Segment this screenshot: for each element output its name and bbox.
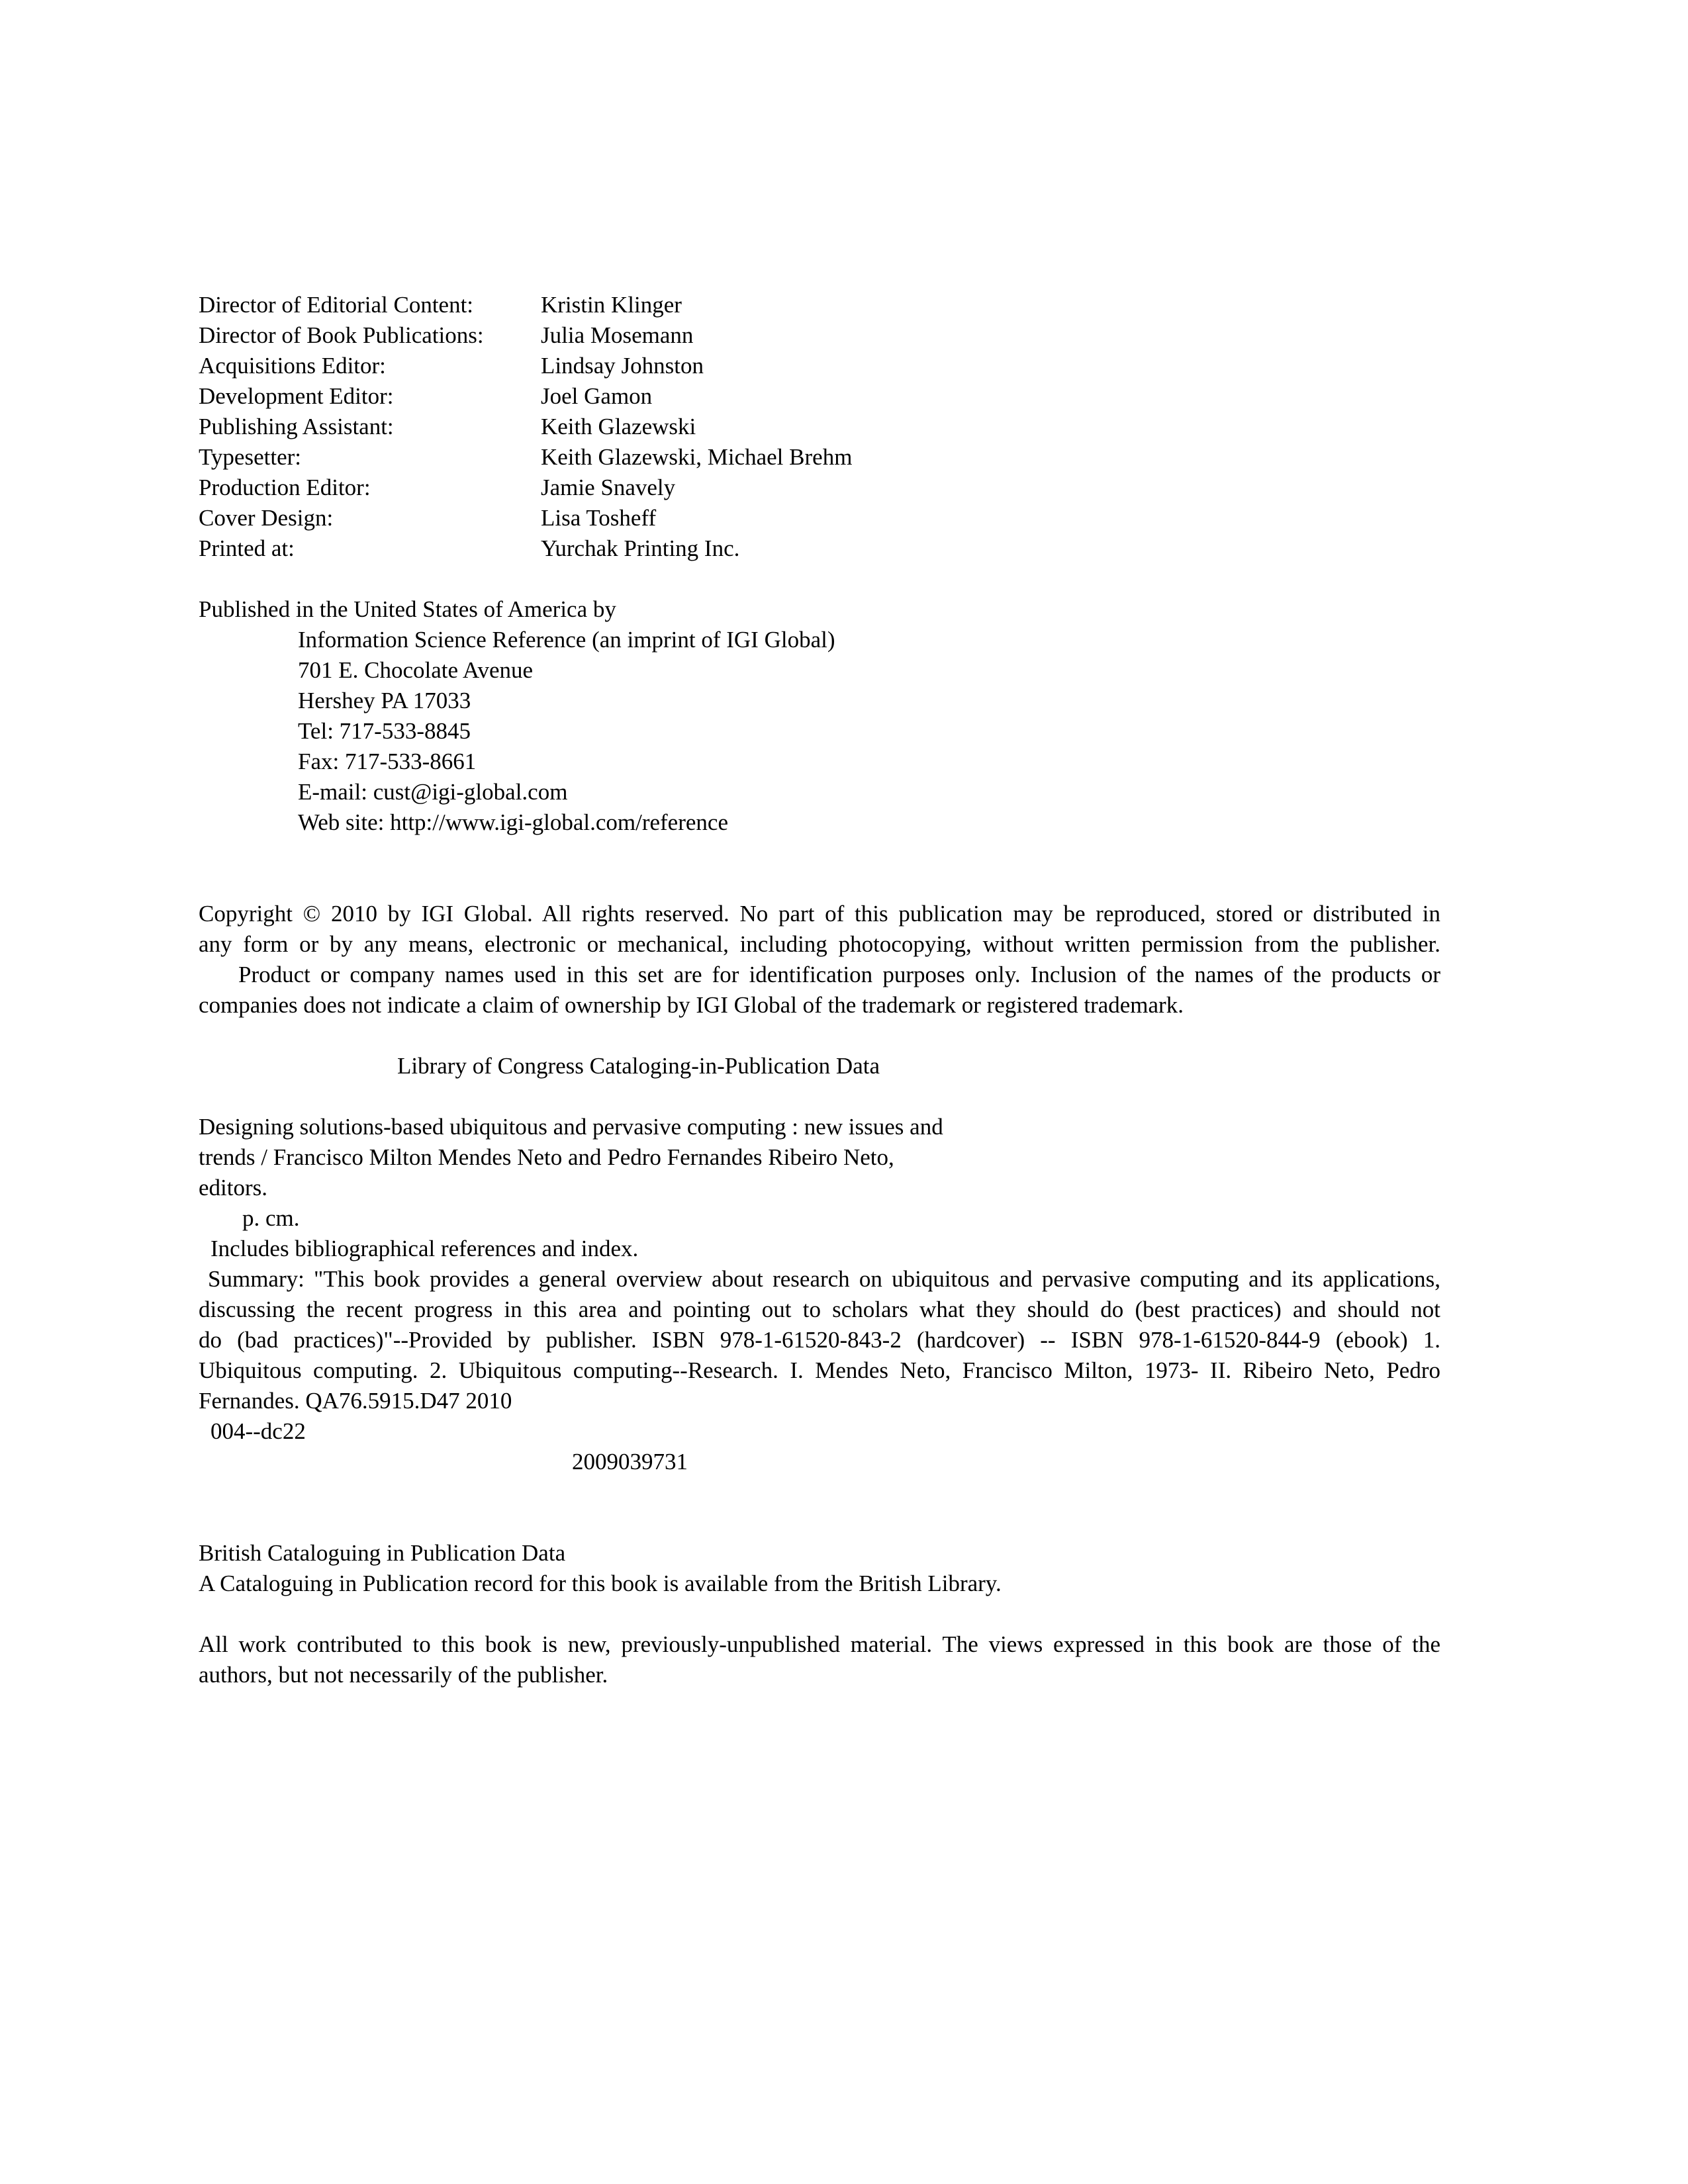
credit-role: Printed at: <box>199 535 295 561</box>
credit-row <box>199 412 852 442</box>
credit-role: Acquisitions Editor: <box>199 353 386 379</box>
cip-summary-line: do (bad practices)"--Provided by publisher. ISBN 978-1-61520-843-2 (hardcover) -- ISBN 978-1-61520-844-9 (ebook) 1. <box>199 1327 1440 1353</box>
cip-summary-line: Fernandes. QA76.5915.D47 2010 <box>199 1388 512 1414</box>
credit-row <box>199 442 852 473</box>
credit-row <box>199 503 852 533</box>
publisher-intro: Published in the United States of America by <box>199 596 616 622</box>
british-cip-heading: British Cataloguing in Publication Data <box>199 1540 566 1566</box>
copyright-line: Copyright © 2010 by IGI Global. All rights reserved. No part of this publication may be reproduced, stored or distributed in <box>199 901 1440 927</box>
cip-classification: 004--dc22 <box>211 1418 306 1444</box>
credit-name: Julia Mosemann <box>541 322 694 348</box>
credit-role: Cover Design: <box>199 505 334 531</box>
credit-name: Kristin Klinger <box>541 292 682 318</box>
copyright-line: companies does not indicate a claim of ownership by IGI Global of the trademark or registered trademark. <box>199 992 1184 1018</box>
cip-title-line: Designing solutions-based ubiquitous and pervasive computing : new issues and <box>199 1114 943 1140</box>
cip-title-line: trends / Francisco Milton Mendes Neto and Pedro Fernandes Ribeiro Neto, <box>199 1144 894 1170</box>
cip-pcm: p. cm. <box>242 1205 300 1231</box>
cip-title-line: editors. <box>199 1175 268 1201</box>
notice-line: All work contributed to this book is new, previously-unpublished material. The views expressed in this book are those of the <box>199 1631 1440 1657</box>
publisher-fax: Fax: 717-533-8661 <box>298 749 477 774</box>
credit-row <box>199 381 852 412</box>
credit-role: Development Editor: <box>199 383 394 409</box>
publisher-website: Web site: http://www.igi-global.com/reference <box>298 809 728 835</box>
cip-summary-line: discussing the recent progress in this area and pointing out to scholars what they should do (best practices) and should not <box>199 1297 1440 1322</box>
cip-lccn: 2009039731 <box>572 1449 688 1475</box>
publisher-name: Information Science Reference (an imprint of IGI Global) <box>298 627 835 653</box>
publisher-city: Hershey PA 17033 <box>298 688 471 713</box>
credits-list <box>199 290 852 564</box>
credit-name: Lisa Tosheff <box>541 505 657 531</box>
credit-role: Director of Book Publications: <box>199 322 484 348</box>
credit-name: Jamie Snavely <box>541 475 676 500</box>
british-cip-text: A Cataloguing in Publication record for this book is available from the British Library. <box>199 1570 1002 1596</box>
publisher-email: E-mail: cust@igi-global.com <box>298 779 568 805</box>
credit-row <box>199 351 852 381</box>
credit-row <box>199 290 852 320</box>
notice-line: authors, but not necessarily of the publisher. <box>199 1662 608 1688</box>
copyright-line: Product or company names used in this set are for identification purposes only. Inclusion of the names of the products or <box>238 962 1440 987</box>
cip-includes: Includes bibliographical references and index. <box>211 1236 639 1261</box>
credit-row <box>199 473 852 503</box>
credit-name: Keith Glazewski, Michael Brehm <box>541 444 853 470</box>
credit-role: Publishing Assistant: <box>199 414 394 439</box>
credit-role: Typesetter: <box>199 444 301 470</box>
cip-summary-line: Summary: "This book provides a general overview about research on ubiquitous and pervasive computing and its applications, <box>208 1266 1440 1292</box>
publisher-tel: Tel: 717-533-8845 <box>298 718 471 744</box>
cip-heading: Library of Congress Cataloging-in-Publication Data <box>397 1053 880 1079</box>
copyright-line: any form or by any means, electronic or mechanical, including photocopying, without written permission from the publisher. <box>199 931 1440 957</box>
credit-role: Production Editor: <box>199 475 371 500</box>
credit-name: Joel Gamon <box>541 383 653 409</box>
publisher-street: 701 E. Chocolate Avenue <box>298 657 534 683</box>
credit-row <box>199 533 852 564</box>
credit-row <box>199 320 852 351</box>
credit-name: Yurchak Printing Inc. <box>541 535 740 561</box>
cip-summary-line: Ubiquitous computing. 2. Ubiquitous computing--Research. I. Mendes Neto, Francisco Milton, 1973- II. Ribeiro Neto, Pedro <box>199 1357 1440 1383</box>
credit-role: Director of Editorial Content: <box>199 292 474 318</box>
credit-name: Keith Glazewski <box>541 414 696 439</box>
credit-name: Lindsay Johnston <box>541 353 704 379</box>
